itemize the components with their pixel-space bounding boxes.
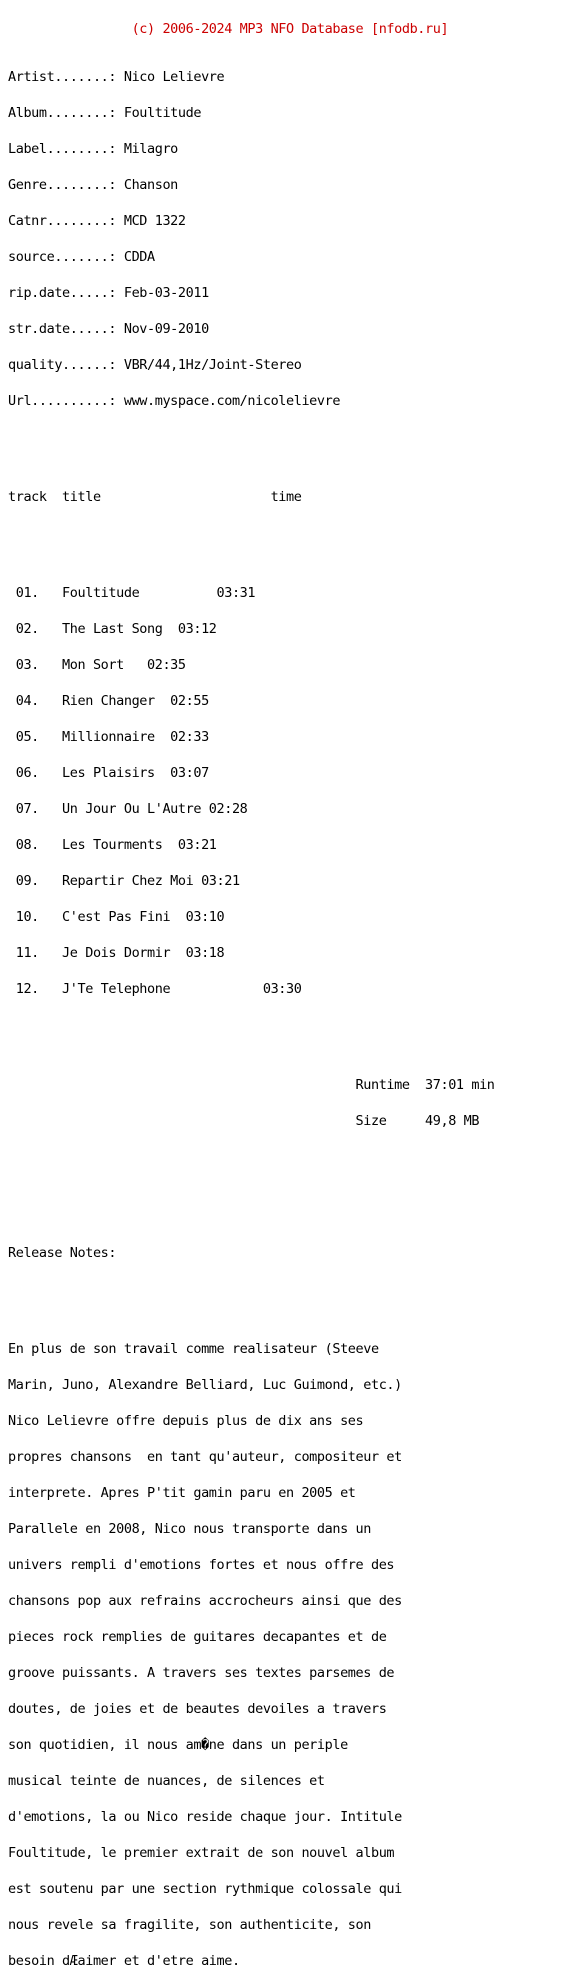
blank-line <box>8 539 495 551</box>
release-notes-title: Release Notes: <box>8 1245 117 1261</box>
meta-str-date: str.date.....: Nov-09-2010 <box>8 321 209 337</box>
nfodb-header: (c) 2006-2024 MP3 NFO Database [nfodb.ru] <box>8 21 449 37</box>
track-row: 04. Rien Changer 02:55 <box>8 693 209 709</box>
meta-genre: Genre........: Chanson <box>8 177 178 193</box>
release-notes-line: pieces rock remplies de guitares decapantes et de <box>8 1629 387 1645</box>
release-notes-line: besoin dÆaimer et d'etre aime. <box>8 1953 240 1969</box>
blank-line <box>8 1199 495 1211</box>
track-row: 08. Les Tourments 03:21 <box>8 837 217 853</box>
meta-quality: quality......: VBR/44,1Hz/Joint-Stereo <box>8 357 302 373</box>
track-row: 06. Les Plaisirs 03:07 <box>8 765 209 781</box>
track-row: 05. Millionnaire 02:33 <box>8 729 209 745</box>
release-notes-line: En plus de son travail comme realisateur (Steeve <box>8 1341 379 1357</box>
meta-label: Label........: Milagro <box>8 141 178 157</box>
runtime-line: Runtime 37:01 min <box>8 1077 495 1093</box>
blank-line <box>8 1163 495 1175</box>
release-notes-line: doutes, de joies et de beautes devoiles a travers <box>8 1701 387 1717</box>
track-row: 12. J'Te Telephone 03:30 <box>8 981 302 997</box>
track-row: 10. C'est Pas Fini 03:10 <box>8 909 225 925</box>
meta-rip-date: rip.date.....: Feb-03-2011 <box>8 285 209 301</box>
release-notes-line: son quotidien, il nous am�ne dans un periple <box>8 1737 348 1753</box>
blank-line <box>8 1031 495 1043</box>
release-notes-line: Nico Lelievre offre depuis plus de dix ans ses <box>8 1413 364 1429</box>
meta-artist: Artist.......: Nico Lelievre <box>8 69 225 85</box>
blank-line <box>8 443 495 455</box>
release-notes-line: interprete. Apres P'tit gamin paru en 2005 et <box>8 1485 356 1501</box>
nfo-text-block <box>8 0 495 1979</box>
release-notes-line: est soutenu par une section rythmique colossale qui <box>8 1881 402 1897</box>
release-notes-line: propres chansons en tant qu'auteur, compositeur et <box>8 1449 402 1465</box>
release-notes-line: d'emotions, la ou Nico reside chaque jour. Intitule <box>8 1809 402 1825</box>
release-notes-line: musical teinte de nuances, de silences et <box>8 1773 325 1789</box>
tracklist-header: track title time <box>8 489 302 505</box>
release-notes-line: Foultitude, le premier extrait de son nouvel album <box>8 1845 395 1861</box>
release-notes-line: Parallele en 2008, Nico nous transporte dans un <box>8 1521 371 1537</box>
meta-album: Album........: Foultitude <box>8 105 202 121</box>
release-notes-line: univers rempli d'emotions fortes et nous offre des <box>8 1557 395 1573</box>
track-row: 11. Je Dois Dormir 03:18 <box>8 945 225 961</box>
meta-url: Url..........: www.myspace.com/nicolelievre <box>8 393 341 409</box>
meta-source: source.......: CDDA <box>8 249 155 265</box>
blank-line <box>8 1295 495 1307</box>
track-row: 09. Repartir Chez Moi 03:21 <box>8 873 240 889</box>
track-row: 02. The Last Song 03:12 <box>8 621 217 637</box>
size-line: Size 49,8 MB <box>8 1113 480 1129</box>
release-notes-line: groove puissants. A travers ses textes parsemes de <box>8 1665 395 1681</box>
meta-catnr: Catnr........: MCD 1322 <box>8 213 186 229</box>
release-notes-line: chansons pop aux refrains accrocheurs ainsi que des <box>8 1593 402 1609</box>
release-notes-line: nous revele sa fragilite, son authenticite, son <box>8 1917 371 1933</box>
track-row: 03. Mon Sort 02:35 <box>8 657 186 673</box>
release-notes-line: Marin, Juno, Alexandre Belliard, Luc Guimond, etc.) <box>8 1377 402 1393</box>
track-row: 01. Foultitude 03:31 <box>8 585 256 601</box>
track-row: 07. Un Jour Ou L'Autre 02:28 <box>8 801 248 817</box>
